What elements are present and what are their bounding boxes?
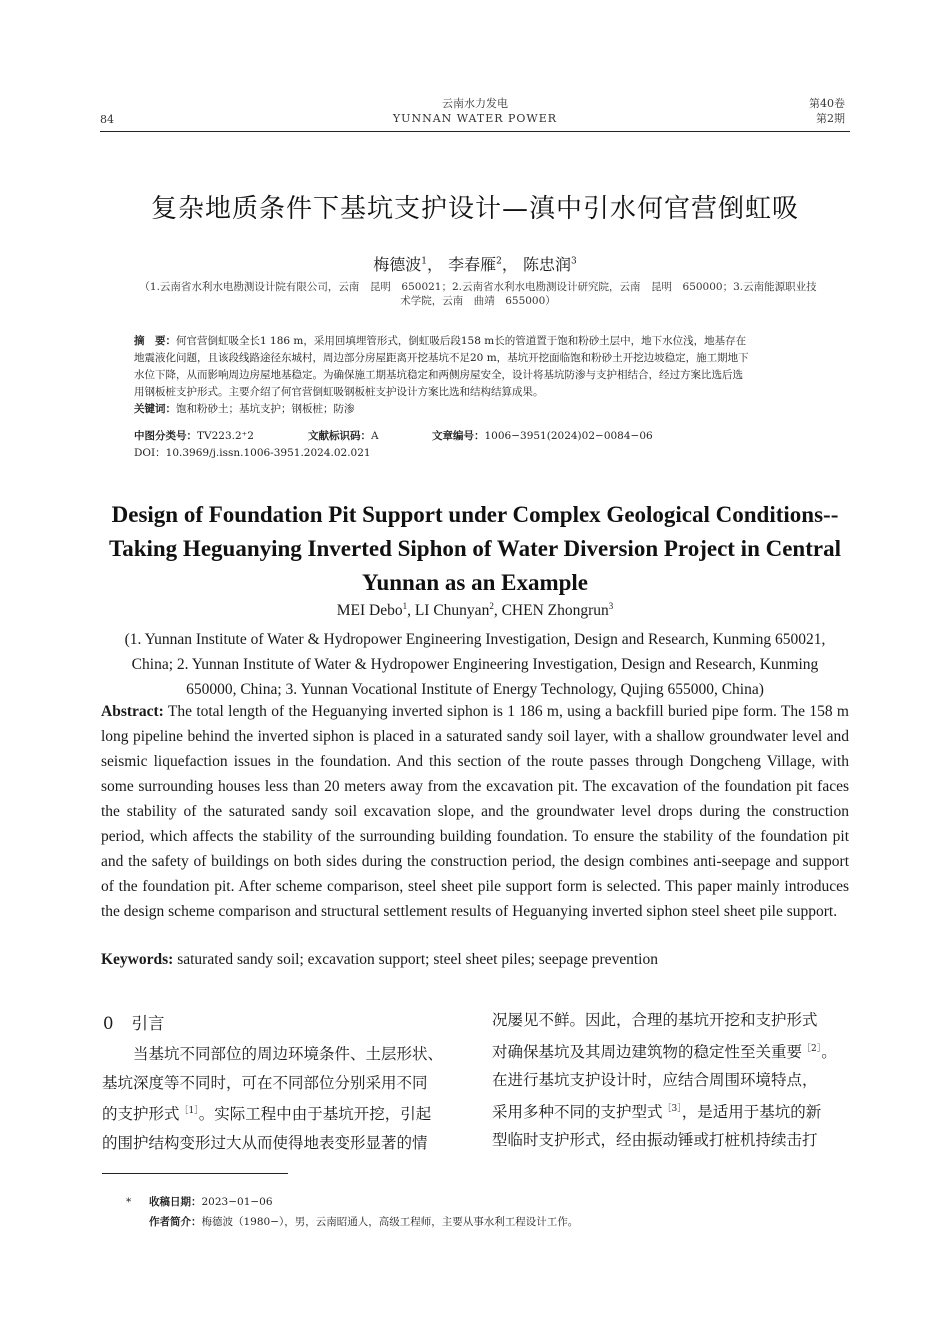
author-name: 陈忠润 [522,255,571,274]
keywords-en [101,947,849,972]
citation-ref[interactable]: ［2］ [802,1043,822,1054]
body-line: 的围护结构变形过大从而使得地表变形显著的情 [102,1133,428,1152]
document-code: 文献标识码：A [308,430,379,442]
page-number: 84 [100,113,114,126]
footnote-marker: * [126,1196,132,1208]
header-rule [100,131,850,132]
body-line: 在进行基坑支护设计时，应结合周围环境特点， [492,1071,818,1090]
keywords-cn: 饱和粉砂土；基坑支护；钢板桩；防渗 [176,403,355,415]
affiliation-line: 术学院，云南 曲靖 655000） [400,295,556,307]
affiliation-en-line: (1. Yunnan Institute of Water & Hydropower Engineering Investigation, Design and Research, Kunming 650021, [124,631,826,648]
citation-ref[interactable]: ［3］ [662,1103,682,1114]
title-en-line: Taking Heguanying Inverted Siphon of Water Diversion Project in Central [108,536,841,561]
authors-cn: 梅德波$^1$， 李春雁$^2$， 陈忠润$^3$ [373,255,577,274]
abstract-en [101,699,849,924]
volume-label: 第40卷 [809,97,845,110]
affiliation-en-line: 650000, China; 3. Yunnan Vocational Institute of Energy Technology, Qujing 655000, China) [186,681,764,698]
author-sup: 2 [496,256,502,267]
abstract-cn-line: 地震液化问题，且该段线路途径东城村，周边部分房屋距离开挖基坑不足20 m，基坑开挖面临饱和粉砂土开挖边坡稳定，施工期地下 [134,352,749,364]
keywords-en-text: saturated sandy soil; excavation support; steel sheet piles; seepage prevention [177,951,658,968]
affiliations-en [100,627,850,702]
affiliation-line: （1.云南省水利水电勘测设计院有限公司，云南 昆明 650021；2.云南省水利水电勘测设计研究院，云南 昆明 650000；3.云南能源职业技 [139,281,817,293]
journal-name-cn: 云南水力发电 [442,97,508,110]
body-column-right [492,1006,849,1155]
issue-label: 第2期 [816,112,845,125]
abstract-cn-line: 水位下降，从而影响周边房屋地基稳定。为确保施工期基坑稳定和两侧房屋安全，设计将基坑防渗与支护相结合，经过方案比选后选 [134,369,743,381]
body-line: 基坑深度等不同时，可在不同部位分别采用不同 [102,1073,428,1092]
abstract-cn-label: 摘 要： [134,335,176,347]
affiliation-en-line: China; 2. Yunnan Institute of Water & Hydropower Engineering Investigation, Design and Research, Kunming [131,656,819,673]
author-sup: 3 [570,256,577,267]
author-sup: 1 [421,256,428,267]
abstract-cn-line: 用钢板桩支护形式。主要介绍了何官营倒虹吸钢板桩支护设计方案比选和结构结算成果。 [134,386,544,398]
abstract-cn [134,333,818,418]
affiliations-cn [108,280,848,308]
footnote-rule [102,1173,288,1174]
body-line: 当基坑不同部位的周边环境条件、土层形状、 [133,1045,444,1063]
keywords-en-label: Keywords: [101,951,174,968]
title-en-line: Design of Foundation Pit Support under Complex Geological Conditions-- [111,502,839,527]
clc-number: 中图分类号：TV223.2⁺2 [134,430,254,442]
body-line: 采用多种不同的支护型式$^{[3]}$，是适用于基坑的新 [492,1102,822,1121]
title-en [100,498,850,600]
footnote-author: 作者简介：梅德波（1980−），男，云南昭通人，高级工程师，主要从事水利工程设计工作。 [149,1216,579,1228]
body-line: 对确保基坑及其周边建筑物的稳定性至关重要$^{[2]}$。 [492,1042,837,1061]
title-en-line: Yunnan as an Example [361,570,589,595]
abstract-en-text: The total length of the Heguanying inverted siphon is 1 186 m, using a backfill buried pipe form. The 158 m long pipeline behind the inverted siphon is placed in a saturated sandy soil layer, with a shallow groundwater level and seismic liquefaction issues in the foundation. And this section of the route passes through Dongcheng Village, with some surrounding houses less than 20 meters away from the excavation pit. The excavation of the foundation pit faces the stability of the saturated sandy soil excavation slope, and the groundwater level drops during the construction period, which affects the stability of the surrounding building foundation. To ensure the stability of the foundation pit and the safety of buildings on both sides during the construction period, the design combines anti-seepage and support of the foundation pit. After scheme comparison, steel sheet pile support form is selected. This paper mainly introduces the design scheme comparison and structural settlement results of Heguanying inverted siphon steel sheet pile support. [101,703,849,920]
journal-name-en: YUNNAN WATER POWER [392,112,558,125]
citation-ref[interactable]: ［1］ [179,1106,199,1116]
body-column-left [102,1040,458,1157]
abstract-cn-line: 何官营倒虹吸全长1 186 m，采用回填埋管形式，倒虹吸后段158 m长的管道置于饱和粉砂土层中，地下水位浅，地基存在 [176,335,747,347]
title-cn: 复杂地质条件下基坑支护设计—滇中引水何官营倒虹吸 [150,194,799,224]
author-name: 李春雁 [448,255,497,274]
article-number: 文章编号：1006−3951(2024)02−0084−06 [432,430,653,442]
keywords-cn-label: 关键词： [134,403,176,415]
authors-en: MEI Debo$^1$, LI Chunyan$^2$, CHEN Zhongrun$^3$ [336,601,614,620]
body-line: 型临时支护形式，经由振动锤或打桩机持续击打 [492,1131,818,1150]
abstract-en-label: Abstract: [101,703,164,720]
author-name: 梅德波 [373,255,422,274]
body-line: 的支护形式$^{[1]}$。实际工程中由于基坑开挖，引起 [102,1105,432,1124]
footnote-received: 收稿日期：2023−01−06 [149,1196,273,1208]
doi: DOI：10.3969/j.issn.1006-3951.2024.02.021 [134,447,371,459]
section-heading: 0 引言 [103,1014,165,1033]
body-line: 况屡见不鲜。因此，合理的基坑开挖和支护形式 [492,1011,818,1029]
